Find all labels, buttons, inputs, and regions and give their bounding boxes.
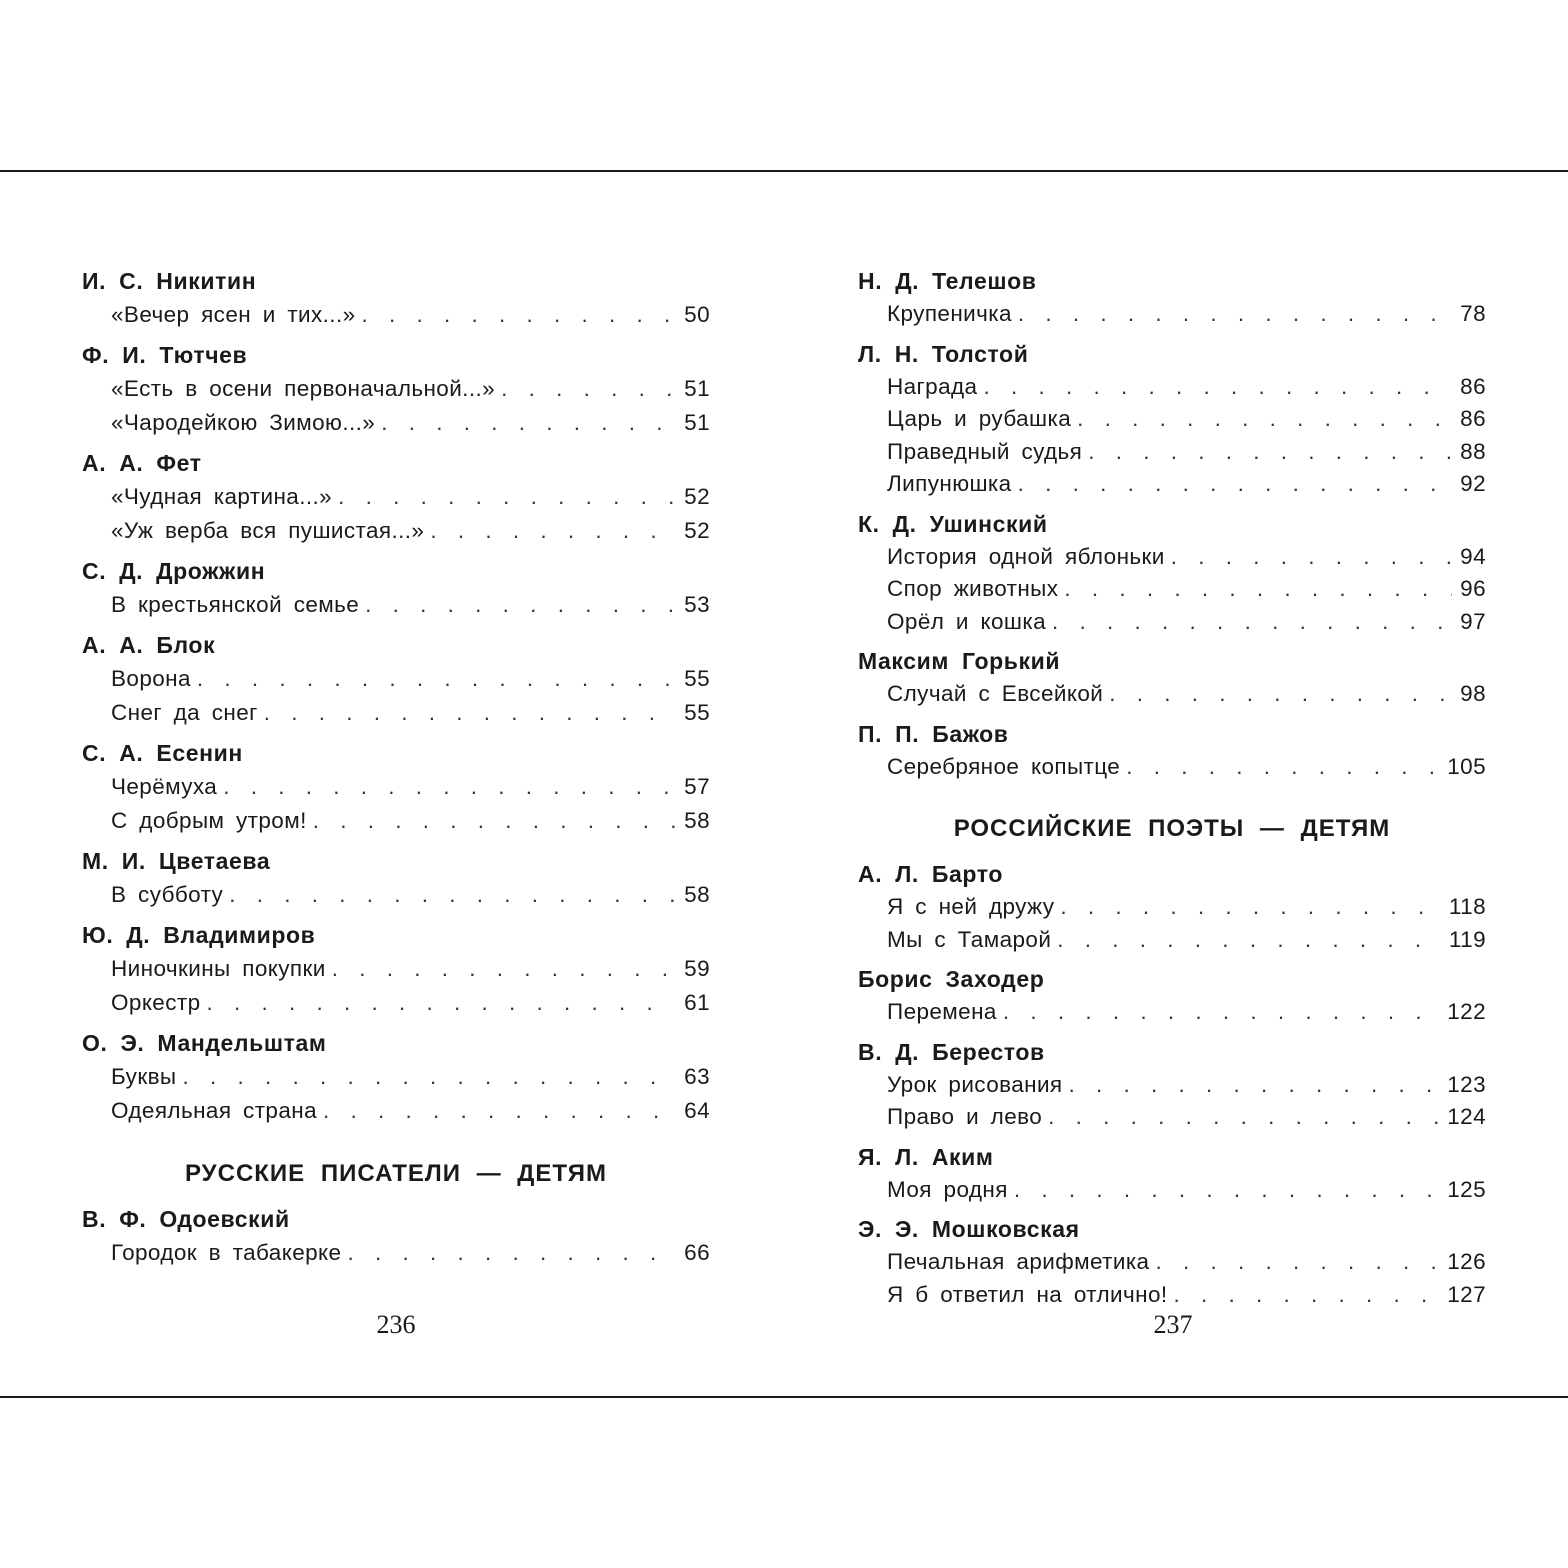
dot-leader xyxy=(1003,996,1439,1029)
entry-page-number: 97 xyxy=(1460,608,1486,634)
page-number-left: 236 xyxy=(376,1310,416,1339)
entry-page-number: 88 xyxy=(1460,438,1486,464)
entry-page-number: 119 xyxy=(1448,926,1486,952)
entry-title: Орёл и кошка xyxy=(887,608,1047,634)
toc-entry xyxy=(82,878,710,912)
dot-leader xyxy=(1048,1101,1439,1134)
entry-page-number: 96 xyxy=(1460,576,1486,601)
entry-page-number: 51 xyxy=(684,410,710,435)
author-name: И. С. Никитин xyxy=(82,268,257,294)
dot-leader xyxy=(983,371,1452,404)
dot-leader xyxy=(1018,298,1452,331)
toc-entry xyxy=(858,541,1486,574)
entry-page-number: 127 xyxy=(1447,1281,1486,1307)
dot-leader xyxy=(1077,403,1452,436)
toc-entry xyxy=(82,514,710,548)
entry-page-number: 124 xyxy=(1447,1104,1486,1129)
toc-entry xyxy=(858,924,1486,957)
author-name: С. А. Есенин xyxy=(82,740,243,766)
toc-entry xyxy=(858,1069,1486,1102)
toc-entry xyxy=(82,298,710,332)
entry-title: Ниночкины покупки xyxy=(111,956,326,981)
dot-leader xyxy=(501,372,676,406)
entry-title: Награда xyxy=(887,373,978,399)
toc-entry xyxy=(858,606,1486,639)
entry-title: «Вечер ясен и тих...» xyxy=(111,302,356,327)
author-name: Борис Заходер xyxy=(858,966,1045,992)
toc-groups xyxy=(82,264,710,1128)
author-name: Ю. Д. Владимиров xyxy=(82,922,316,948)
toc-entry xyxy=(82,480,710,514)
toc-entry xyxy=(858,1101,1486,1134)
dot-leader xyxy=(338,480,676,514)
entry-title: Случай с Евсейкой xyxy=(887,681,1104,706)
toc-entry xyxy=(82,696,710,730)
dot-leader xyxy=(223,770,676,804)
toc-entry xyxy=(82,406,710,440)
entry-page-number: 98 xyxy=(1460,681,1486,706)
entry-title: Спор животных xyxy=(887,576,1059,601)
toc-entry xyxy=(858,468,1486,501)
dot-leader xyxy=(264,696,676,730)
author-name: О. Э. Мандельштам xyxy=(82,1030,327,1056)
entry-page-number: 57 xyxy=(684,774,710,799)
entry-title: Липунюшка xyxy=(887,471,1012,496)
dot-leader xyxy=(1088,436,1452,469)
toc-entry xyxy=(82,1236,710,1270)
toc-entry xyxy=(858,996,1486,1029)
entry-title: Урок рисования xyxy=(887,1071,1063,1097)
page-number-right: 237 xyxy=(1153,1310,1193,1339)
dot-leader xyxy=(1052,606,1452,639)
toc-entry xyxy=(858,1174,1486,1207)
dot-leader xyxy=(323,1094,676,1128)
dot-leader xyxy=(229,878,676,912)
author-name: А. А. Блок xyxy=(82,632,216,658)
entry-title: Крупеничка xyxy=(887,301,1012,326)
entry-title: В субботу xyxy=(111,882,224,907)
author-name: М. И. Цветаева xyxy=(82,848,271,874)
toc-groups xyxy=(858,264,1486,783)
dot-leader xyxy=(1171,541,1452,574)
entry-title: Право и лево xyxy=(887,1104,1043,1129)
toc-entry xyxy=(858,573,1486,606)
toc-entry xyxy=(82,1060,710,1094)
author-name: В. Д. Берестов xyxy=(858,1038,1045,1065)
top-rule xyxy=(0,170,1568,172)
dot-leader xyxy=(1064,573,1452,606)
entry-title: «Уж верба вся пушистая...» xyxy=(111,518,425,543)
entry-page-number: 58 xyxy=(684,882,710,907)
toc-entry xyxy=(858,1279,1486,1312)
entry-title: Я б ответил на отлично! xyxy=(887,1281,1168,1307)
entry-page-number: 64 xyxy=(684,1098,710,1123)
entry-page-number: 122 xyxy=(1447,999,1486,1024)
entry-page-number: 86 xyxy=(1460,406,1486,431)
entry-page-number: 118 xyxy=(1448,894,1486,919)
entry-title: Черёмуха xyxy=(111,774,218,799)
entry-page-number: 53 xyxy=(684,592,710,617)
dot-leader xyxy=(1060,891,1441,924)
dot-leader xyxy=(1057,924,1441,957)
entry-title: Печальная арифметика xyxy=(887,1249,1150,1274)
author-name: К. Д. Ушинский xyxy=(858,510,1048,537)
toc-entry xyxy=(82,804,710,838)
toc-entry xyxy=(858,678,1486,711)
dot-leader xyxy=(1155,1246,1439,1279)
entry-page-number: 66 xyxy=(684,1240,710,1265)
author-name: Максим Горький xyxy=(858,648,1061,674)
author-name: С. Д. Дрожжин xyxy=(82,558,266,584)
author-name: Ф. И. Тютчев xyxy=(82,342,248,368)
entry-page-number: 61 xyxy=(684,990,710,1015)
toc-entry xyxy=(858,891,1486,924)
entry-page-number: 123 xyxy=(1447,1071,1486,1097)
toc-entry xyxy=(858,1246,1486,1279)
dot-leader xyxy=(1109,678,1452,711)
author-name: В. Ф. Одоевский xyxy=(82,1206,290,1232)
dot-leader xyxy=(362,298,676,332)
entry-page-number: 105 xyxy=(1447,753,1486,779)
entry-page-number: 55 xyxy=(684,666,710,691)
entry-page-number: 50 xyxy=(684,302,710,327)
entry-title: История одной яблоньки xyxy=(887,543,1165,569)
entry-title: Царь и рубашка xyxy=(887,406,1072,431)
entry-title: Серебряное копытце xyxy=(887,753,1121,779)
author-name: А. Л. Барто xyxy=(858,861,1003,887)
entry-title: Одеяльная страна xyxy=(111,1098,317,1123)
entry-page-number: 52 xyxy=(684,518,710,543)
toc-groups-after xyxy=(858,857,1486,1311)
toc-entry xyxy=(82,770,710,804)
toc-entry xyxy=(82,588,710,622)
entry-page-number: 86 xyxy=(1460,373,1486,399)
toc-entry xyxy=(82,1094,710,1128)
dot-leader xyxy=(197,662,676,696)
entry-title: Праведный судья xyxy=(887,438,1083,464)
author-name: Я. Л. Аким xyxy=(858,1143,994,1170)
entry-title: Буквы xyxy=(111,1064,177,1089)
entry-page-number: 59 xyxy=(684,956,710,981)
dot-leader xyxy=(1126,751,1439,784)
toc-entry xyxy=(858,403,1486,436)
dot-leader xyxy=(332,952,676,986)
bottom-rule xyxy=(0,1396,1568,1398)
toc-groups-after xyxy=(82,1202,710,1270)
dot-leader xyxy=(347,1236,676,1270)
author-name: А. А. Фет xyxy=(82,450,202,476)
entry-title: Я с ней дружу xyxy=(887,894,1055,919)
entry-title: В крестьянской семье xyxy=(111,592,360,617)
entry-title: С добрым утром! xyxy=(111,808,307,833)
entry-title: Оркестр xyxy=(111,990,201,1015)
entry-title: «Есть в осени первоначальной...» xyxy=(111,376,496,401)
right-page-toc xyxy=(858,258,1486,1311)
dot-leader xyxy=(1018,468,1452,501)
dot-leader xyxy=(207,986,677,1020)
entry-page-number: 92 xyxy=(1460,471,1486,496)
entry-title: Мы с Тамарой xyxy=(887,926,1052,952)
entry-title: Моя родня xyxy=(887,1176,1008,1202)
toc-entry xyxy=(858,436,1486,469)
section-title: РУССКИЕ ПИСАТЕЛИ — ДЕТЯМ xyxy=(184,1160,607,1187)
entry-page-number: 51 xyxy=(684,376,710,401)
section-title: РОССИЙСКИЕ ПОЭТЫ — ДЕТЯМ xyxy=(953,815,1391,842)
entry-title: Снег да снег xyxy=(111,700,258,725)
dot-leader xyxy=(381,406,676,440)
dot-leader xyxy=(430,514,676,548)
author-name: Н. Д. Телешов xyxy=(858,268,1037,294)
author-name: П. П. Бажов xyxy=(858,720,1009,747)
entry-page-number: 55 xyxy=(684,700,710,725)
entry-page-number: 125 xyxy=(1447,1176,1486,1202)
entry-title: Ворона xyxy=(111,666,191,691)
entry-page-number: 126 xyxy=(1447,1249,1486,1274)
author-name: Л. Н. Толстой xyxy=(858,340,1029,367)
left-page-toc xyxy=(82,258,710,1270)
author-name: Э. Э. Мошковская xyxy=(858,1216,1080,1242)
entry-page-number: 94 xyxy=(1460,543,1486,569)
dot-leader xyxy=(1174,1279,1440,1312)
dot-leader xyxy=(365,588,676,622)
entry-page-number: 52 xyxy=(684,484,710,509)
entry-title: «Чудная картина...» xyxy=(111,484,333,509)
dot-leader xyxy=(1069,1069,1440,1102)
dot-leader xyxy=(313,804,676,838)
entry-title: «Чародейкою Зимою...» xyxy=(111,410,376,435)
toc-entry xyxy=(858,751,1486,784)
toc-entry xyxy=(82,662,710,696)
toc-entry xyxy=(82,986,710,1020)
entry-page-number: 63 xyxy=(684,1064,710,1089)
toc-entry xyxy=(858,298,1486,331)
dot-leader xyxy=(183,1060,677,1094)
toc-entry xyxy=(82,372,710,406)
entry-title: Перемена xyxy=(887,999,997,1024)
dot-leader xyxy=(1014,1174,1439,1207)
entry-page-number: 58 xyxy=(684,808,710,833)
toc-entry xyxy=(858,371,1486,404)
toc-entry xyxy=(82,952,710,986)
entry-page-number: 78 xyxy=(1460,301,1486,326)
entry-title: Городок в табакерке xyxy=(111,1240,342,1265)
